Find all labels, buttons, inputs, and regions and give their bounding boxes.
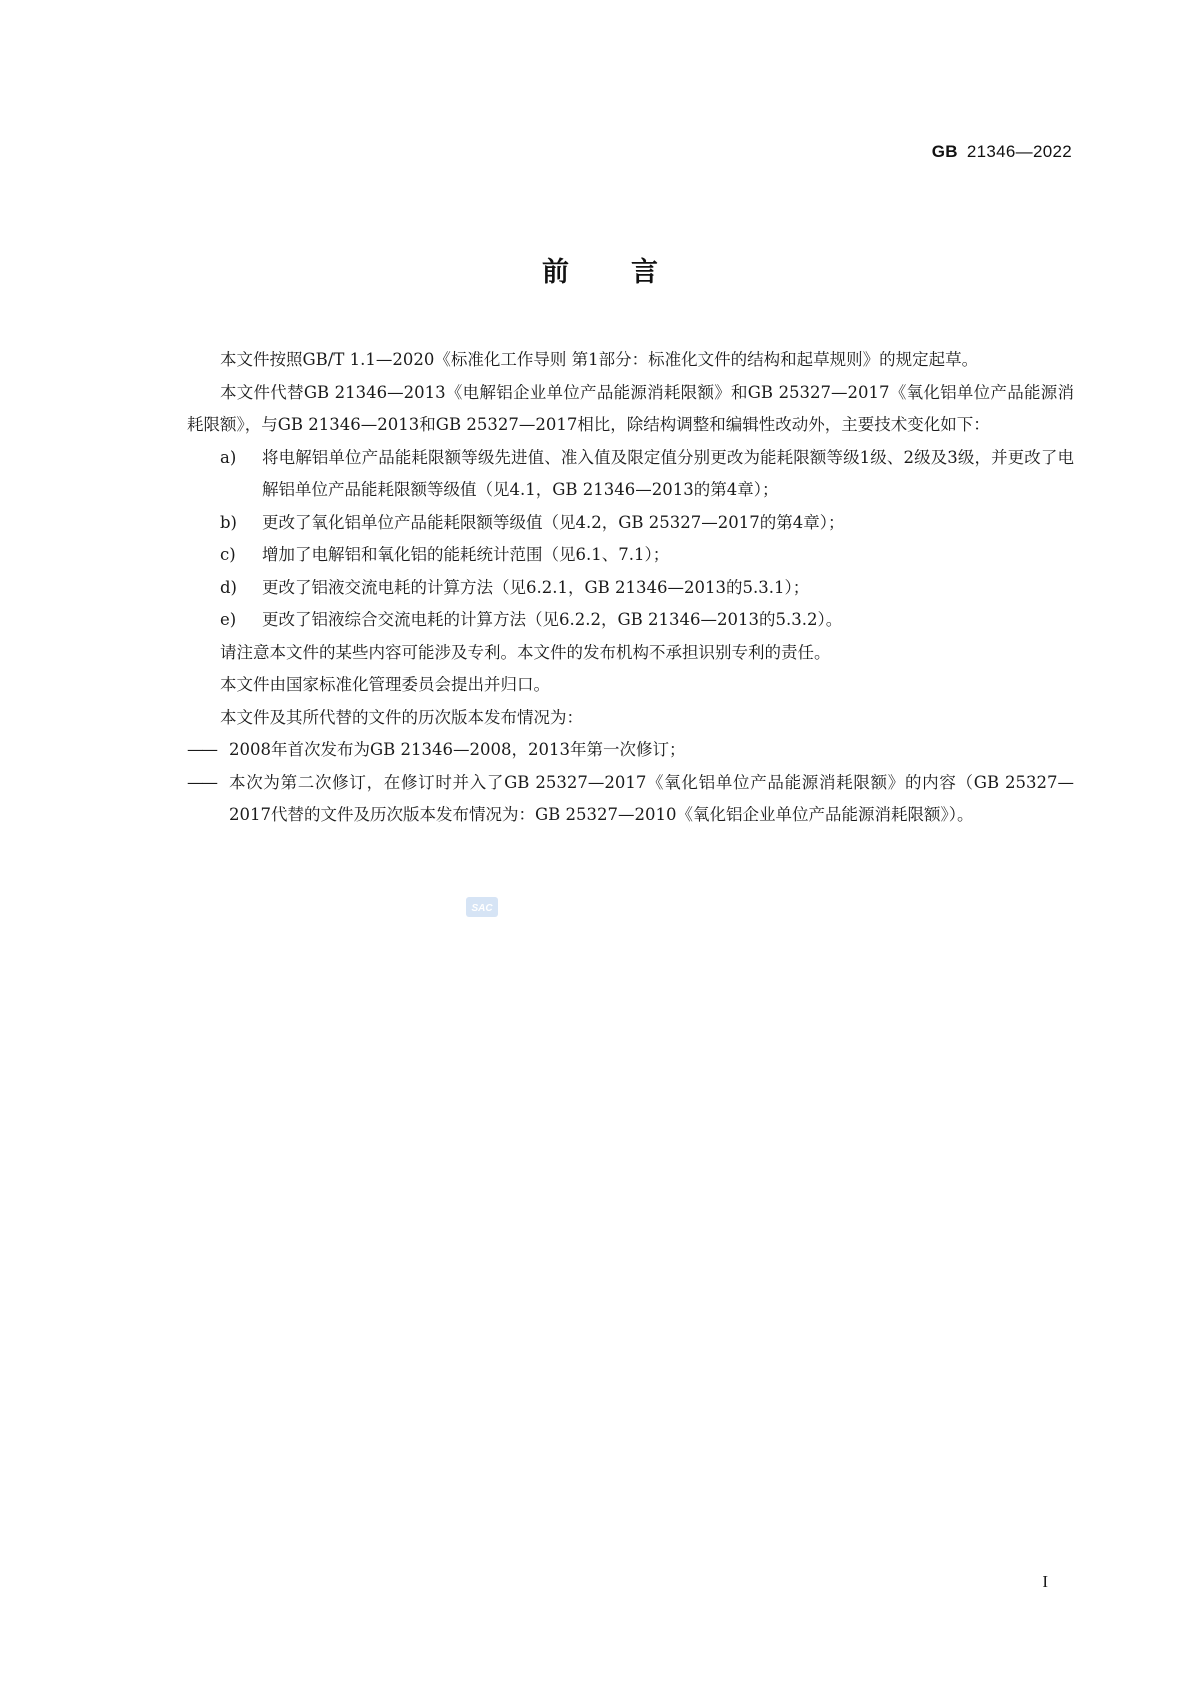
history-item-text: 本次为第二次修订，在修订时并入了GB 25327—2017《氧化铝单位产品能源消耗限额》的内容（GB 25327—2017代替的文件及历次版本发布情况为：GB 25327—2010《氧化铝企业单位产品能源消耗限额》）。 [229,772,1074,824]
list-item-marker: c) [220,545,236,564]
replacement-paragraph: 本文件代替GB 21346—2013《电解铝企业单位产品能源消耗限额》和GB 25327—2017《氧化铝单位产品能源消耗限额》，与GB 21346—2013和GB 25327—2017相比，除结构调整和编辑性改动外，主要技术变化如下： [187,382,1074,434]
dash-marker: —— [187,740,216,759]
list-item [220,507,1074,540]
list-item-text: 更改了铝液交流电耗的计算方法（见6.2.1，GB 21346—2013的5.3.1）； [262,577,810,597]
page-number: I [1042,1572,1048,1591]
patent-notice: 请注意本文件的某些内容可能涉及专利。本文件的发布机构不承担识别专利的责任。 [220,642,831,662]
list-item-text: 增加了电解铝和氧化铝的能耗统计范围（见6.1、7.1）； [262,545,670,564]
watermark-text: SAC [471,903,493,914]
list-item-marker: b) [220,512,237,532]
history-item-text: 2008年首次发布为GB 21346—2008，2013年第一次修订； [229,740,686,759]
page-title: 前言 [542,257,720,288]
foreword-body [187,344,1074,832]
list-item [220,572,1074,605]
list-item [220,539,1074,572]
list-item-text: 更改了铝液综合交流电耗的计算方法（见6.2.2，GB 21346—2013的5.3.2）。 [262,610,843,629]
standard-prefix: GB [931,142,958,161]
list-item [220,442,1074,507]
history-item [187,767,1074,832]
technical-changes-list [187,442,1074,637]
history-item [187,734,1074,767]
list-item [220,604,1074,637]
list-item-marker: e) [220,610,237,629]
list-item-text: 更改了氧化铝单位产品能耗限额等级值（见4.2，GB 25327—2017的第4章）； [262,512,845,532]
version-history-list [187,734,1074,832]
list-item-marker: a) [220,447,237,467]
drafting-rule-paragraph: 本文件按照GB/T 1.1—2020《标准化工作导则 第1部分：标准化文件的结构和起草规则》的规定起草。 [220,350,979,369]
history-intro: 本文件及其所代替的文件的历次版本发布情况为： [220,707,583,727]
standard-number: 21346—2022 [966,142,1072,161]
standard-code [932,142,1072,162]
dash-marker: —— [187,772,216,792]
sac-watermark-icon [466,897,498,917]
proposer-statement: 本文件由国家标准化管理委员会提出并归口。 [220,675,550,694]
list-item-marker: d) [220,577,237,597]
list-item-text: 将电解铝单位产品能耗限额等级先进值、准入值及限定值分别更改为能耗限额等级1级、2级及3级，并更改了电解铝单位产品能耗限额等级值（见4.1，GB 21346—2013的第4章）； [262,447,1074,499]
